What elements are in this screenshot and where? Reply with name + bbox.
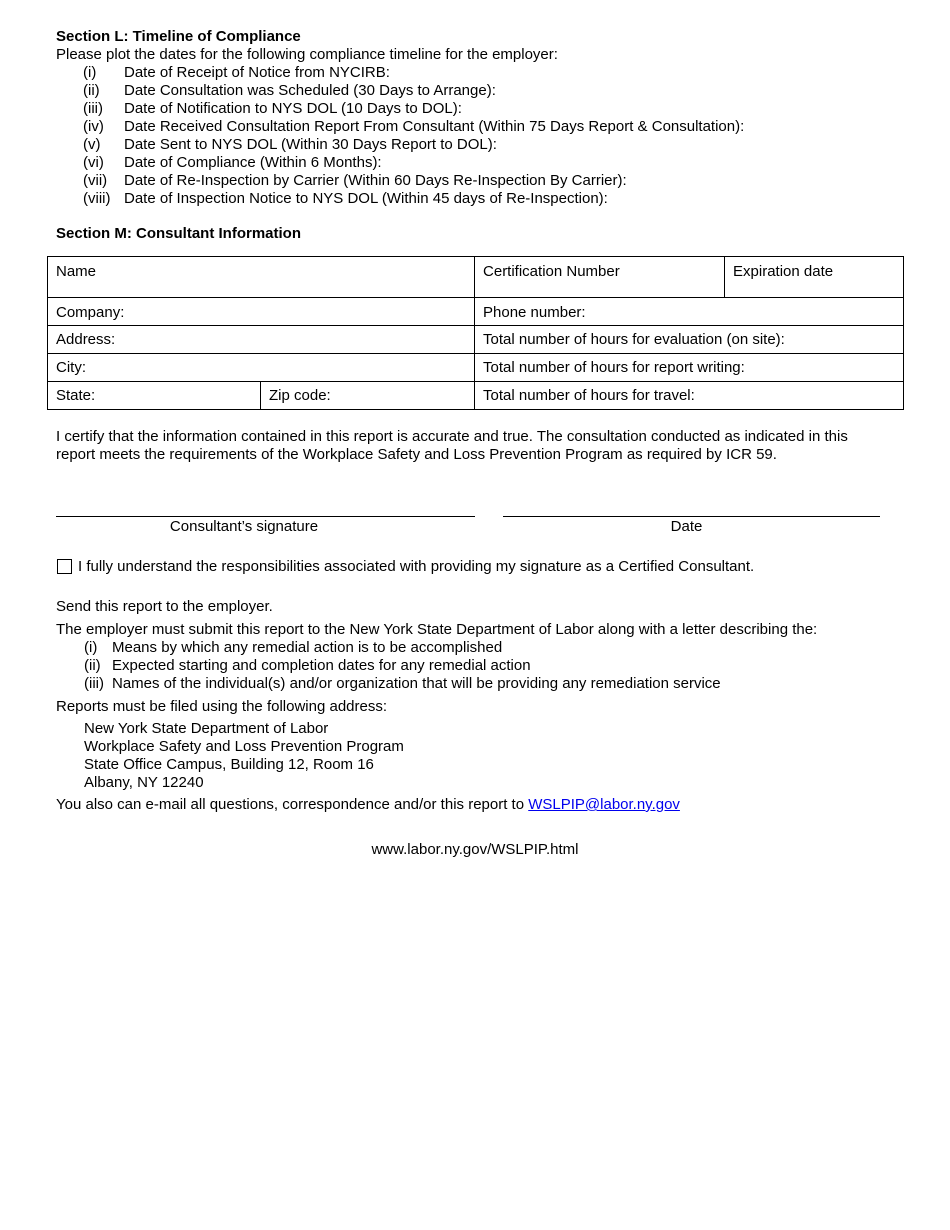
timeline-item-label: Date Consultation was Scheduled (30 Days to Arrange): <box>124 82 496 99</box>
city-field[interactable]: City: <box>48 354 475 382</box>
timeline-item-number: (v) <box>83 136 101 153</box>
remedial-item-number: (iii) <box>84 675 104 692</box>
timeline-item-number: (ii) <box>83 82 100 99</box>
filing-instruction: Reports must be filed using the following address: <box>56 698 388 715</box>
section-l-intro: Please plot the dates for the following compliance timeline for the employer: <box>56 46 558 63</box>
timeline-item-label: Date Sent to NYS DOL (Within 30 Days Report to DOL): <box>124 136 497 153</box>
remedial-item-text: Expected starting and completion dates for any remedial action <box>112 657 531 674</box>
timeline-item-label: Date of Notification to NYS DOL (10 Days to DOL): <box>124 100 462 117</box>
email-line <box>56 796 680 814</box>
timeline-item-number: (vi) <box>83 154 104 171</box>
timeline-item-label: Date of Re-Inspection by Carrier (Within 60 Days Re-Inspection By Carrier): <box>124 172 627 189</box>
checkbox-label: I fully understand the responsibilities associated with providing my signature as a Certified Consultant. <box>78 558 755 575</box>
date-label: Date <box>670 518 703 535</box>
hours-evaluation-field[interactable]: Total number of hours for evaluation (on site): <box>475 326 904 354</box>
state-field[interactable]: State: <box>48 382 261 410</box>
address-line: Workplace Safety and Loss Prevention Program <box>84 738 404 755</box>
company-field[interactable]: Company: <box>48 298 475 326</box>
certification-text-line-1: I certify that the information contained in this report is accurate and true. The consultation conducted as indicated in this <box>56 428 848 445</box>
signature-line[interactable] <box>56 516 475 517</box>
remedial-item-number: (ii) <box>84 657 101 674</box>
employer-instruction: The employer must submit this report to the New York State Department of Labor along with a letter describing the: <box>56 621 818 638</box>
timeline-item-label: Date Received Consultation Report From Consultant (Within 75 Days Report & Consultation): <box>124 118 745 135</box>
address-line: Albany, NY 12240 <box>84 774 204 791</box>
remedial-item-number: (i) <box>84 639 98 656</box>
remedial-item-text: Means by which any remedial action is to be accomplished <box>112 639 503 656</box>
timeline-item-label: Date of Inspection Notice to NYS DOL (Within 45 days of Re-Inspection): <box>124 190 608 207</box>
remedial-item-text: Names of the individual(s) and/or organization that will be providing any remediation service <box>112 675 721 692</box>
hours-report-writing-field[interactable]: Total number of hours for report writing: <box>475 354 904 382</box>
expiration-date-field[interactable]: Expiration date <box>725 257 904 298</box>
timeline-item-number: (iii) <box>83 100 103 117</box>
timeline-item-number: (iv) <box>83 118 104 135</box>
consultant-info-table <box>47 256 904 410</box>
date-line[interactable] <box>503 516 880 517</box>
timeline-item-label: Date of Compliance (Within 6 Months): <box>124 154 382 171</box>
email-prefix: You also can e-mail all questions, correspondence and/or this report to <box>56 796 529 813</box>
hours-travel-field[interactable]: Total number of hours for travel: <box>475 382 904 410</box>
website-url: www.labor.ny.gov/WSLPIP.html <box>371 841 579 858</box>
section-l-title: Section L: Timeline of Compliance <box>56 28 301 45</box>
address-line: New York State Department of Labor <box>84 720 329 737</box>
zip-code-field[interactable]: Zip code: <box>261 382 475 410</box>
timeline-item-number: (i) <box>83 64 97 81</box>
phone-number-field[interactable]: Phone number: <box>475 298 904 326</box>
name-field[interactable]: Name <box>48 257 475 298</box>
certification-text-line-2: report meets the requirements of the Workplace Safety and Loss Prevention Program as required by ICR 59. <box>56 446 777 463</box>
send-instruction: Send this report to the employer. <box>56 598 273 615</box>
consultant-acknowledgement-checkbox[interactable] <box>57 559 72 574</box>
email-link[interactable]: WSLPIP@labor.ny.gov <box>528 796 680 813</box>
timeline-item-number: (vii) <box>83 172 108 189</box>
section-m-title: Section M: Consultant Information <box>56 225 301 242</box>
signature-label: Consultant’s signature <box>169 518 319 535</box>
address-line: State Office Campus, Building 12, Room 16 <box>84 756 374 773</box>
timeline-item-label: Date of Receipt of Notice from NYCIRB: <box>124 64 390 81</box>
address-field[interactable]: Address: <box>48 326 475 354</box>
timeline-item-number: (viii) <box>83 190 111 207</box>
certification-number-field[interactable]: Certification Number <box>475 257 725 298</box>
